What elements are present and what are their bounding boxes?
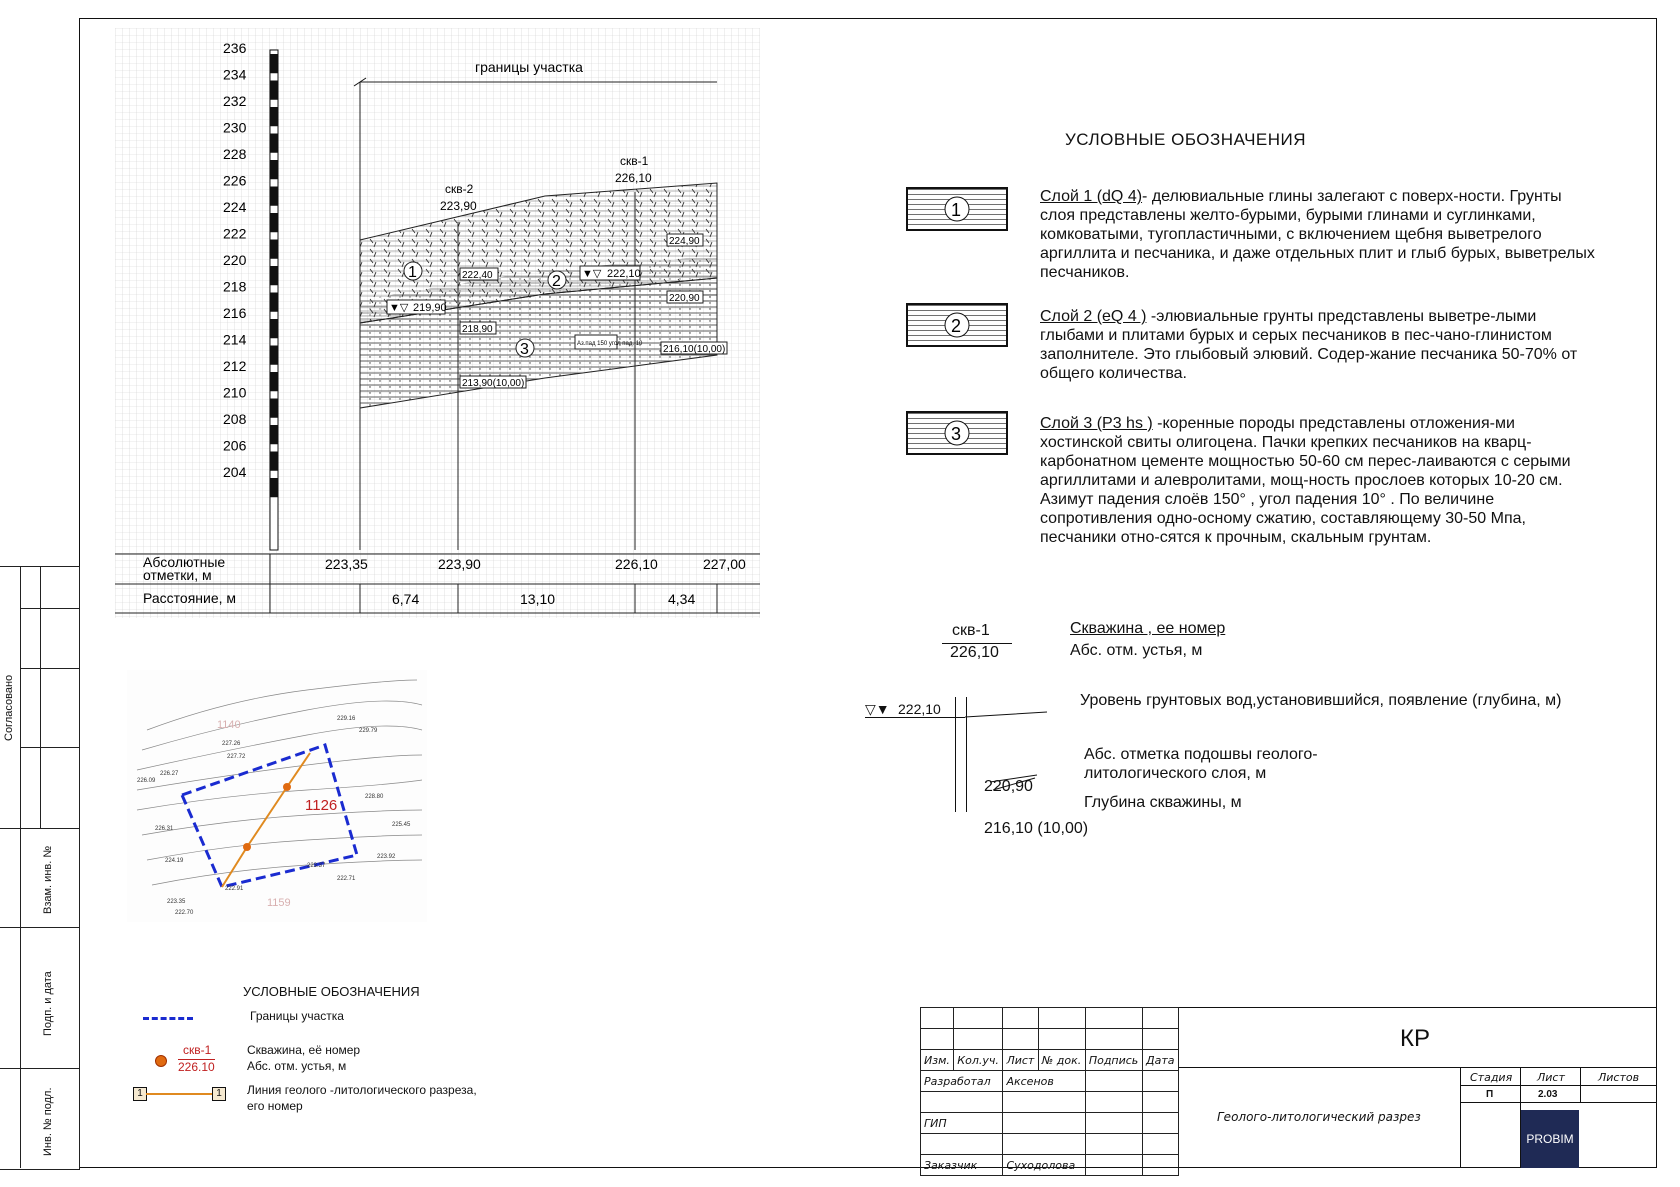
well-2-name: скв-2: [445, 182, 474, 196]
svg-text:222.71: 222.71: [337, 876, 356, 882]
layer-num-1: 1: [408, 264, 417, 281]
scale-label: 226: [223, 172, 247, 189]
svg-text:1: 1: [951, 200, 962, 220]
scale-segment: [270, 134, 278, 153]
scale-segment: [270, 107, 278, 126]
plan-legend-title: УСЛОВНЫЕ ОБОЗНАЧЕНИЯ: [243, 984, 420, 999]
scale-label: 214: [223, 331, 247, 348]
scale-label: 222: [223, 225, 247, 242]
dip-annotation: Аз.пад 150 угол пад. 10: [577, 341, 643, 347]
svg-text:229.16: 229.16: [337, 716, 356, 722]
scale-segment: [270, 213, 278, 232]
scale-label: 208: [223, 411, 247, 427]
side-inv-podl: Инв. № подл.: [42, 1087, 54, 1156]
svg-text:222.70: 222.70: [175, 910, 194, 916]
scale-segment: [270, 293, 278, 312]
scale-label: 236: [223, 40, 247, 56]
scale-segment: [270, 478, 278, 497]
svg-text:226.27: 226.27: [160, 771, 179, 777]
svg-text:226.09: 226.09: [137, 778, 156, 784]
scale-label: 230: [223, 119, 247, 136]
doc-code: КР: [1400, 1025, 1430, 1052]
scale-label: 220: [223, 252, 247, 268]
scale-segment: [270, 54, 278, 73]
box-218-90: 218,90: [462, 324, 493, 335]
svg-text:227.26: 227.26: [222, 741, 241, 747]
svg-text:отметки, м: отметки, м: [143, 567, 212, 583]
svg-text:2: 2: [951, 316, 962, 336]
legend-title: УСЛОВНЫЕ ОБОЗНАЧЕНИЯ: [1065, 130, 1307, 149]
scale-label: 212: [223, 358, 247, 374]
water-level-well-3: 219,90: [413, 302, 447, 314]
scale-label: 228: [223, 146, 247, 162]
box-224-90: 224,90: [669, 236, 700, 247]
site-plan: [127, 670, 427, 922]
well-2-elev: 223,90: [440, 199, 477, 213]
layer-num-2: 2: [552, 273, 561, 290]
distance-2: 13,10: [520, 591, 556, 607]
svg-text:Абсолютные: Абсолютные: [143, 554, 226, 570]
distance-1: 6,74: [392, 591, 420, 607]
boundary-label: границы участка: [475, 59, 583, 75]
water-level-well-1: 222,10: [607, 268, 641, 280]
svg-text:229.79: 229.79: [359, 728, 378, 734]
scale-segment: [270, 319, 278, 338]
probim-logo: PROBIM: [1521, 1110, 1579, 1168]
scale-segment: [270, 452, 278, 471]
scale-label: 218: [223, 278, 247, 295]
scale-segment: [270, 399, 278, 418]
scale-segment: [270, 187, 278, 206]
side-inv-vzam: Взам. инв. №: [42, 845, 54, 914]
scale-label: 234: [223, 66, 247, 83]
layer-num-3: 3: [520, 341, 529, 358]
scale-segment: [270, 346, 278, 365]
elev-223-35: 223,35: [325, 556, 368, 572]
scale-label: 204: [223, 464, 247, 480]
distance-3: 4,34: [668, 591, 696, 607]
svg-text:226.31: 226.31: [155, 826, 174, 832]
svg-text:224.19: 224.19: [165, 858, 184, 864]
svg-text:1126: 1126: [305, 797, 338, 814]
side-agreed: Согласовано: [3, 674, 15, 741]
box-220-90: 220,90: [669, 293, 700, 304]
svg-text:227.72: 227.72: [227, 754, 246, 760]
svg-text:1140: 1140: [217, 719, 241, 731]
scale-label: 206: [223, 437, 247, 454]
box-216-10: 216,10(10,00): [663, 344, 726, 355]
svg-text:225.45: 225.45: [392, 822, 411, 828]
svg-text:1159: 1159: [267, 897, 291, 909]
elev-227-00: 227,00: [703, 556, 746, 572]
svg-text:223.35: 223.35: [167, 899, 186, 905]
svg-text:223.37: 223.37: [307, 863, 326, 869]
elev-223-90: 223,90: [438, 556, 481, 572]
scale-segment: [270, 425, 278, 444]
scale-label: 224: [223, 199, 247, 215]
svg-text:228.80: 228.80: [365, 794, 384, 800]
box-222-40: 222,40: [462, 270, 493, 281]
well-1-elev: 226,10: [615, 171, 652, 185]
scale-segment: [270, 160, 278, 179]
scale-segment: [270, 372, 278, 391]
svg-text:223.92: 223.92: [377, 854, 396, 860]
distance-label: Расстояние, м: [143, 590, 237, 606]
svg-text:222.91: 222.91: [225, 886, 244, 892]
side-sign-date: Подп. и дата: [42, 971, 54, 1036]
doc-title: Геолого-литологический разрез: [1217, 1110, 1421, 1124]
svg-text:▼▽: ▼▽: [582, 268, 602, 280]
scale-segment: [270, 81, 278, 100]
well-1-name: скв-1: [620, 154, 649, 168]
scale-label: 232: [223, 93, 247, 109]
box-213-90: 213,90(10,00): [462, 378, 525, 389]
elev-226-10: 226,10: [615, 556, 658, 572]
scale-label: 216: [223, 305, 247, 321]
scale-label: 210: [223, 384, 247, 401]
scale-segment: [270, 266, 278, 285]
svg-text:▼▽: ▼▽: [389, 302, 409, 314]
svg-text:3: 3: [951, 424, 962, 444]
geological-section: [115, 28, 760, 618]
scale-segment: [270, 240, 278, 259]
